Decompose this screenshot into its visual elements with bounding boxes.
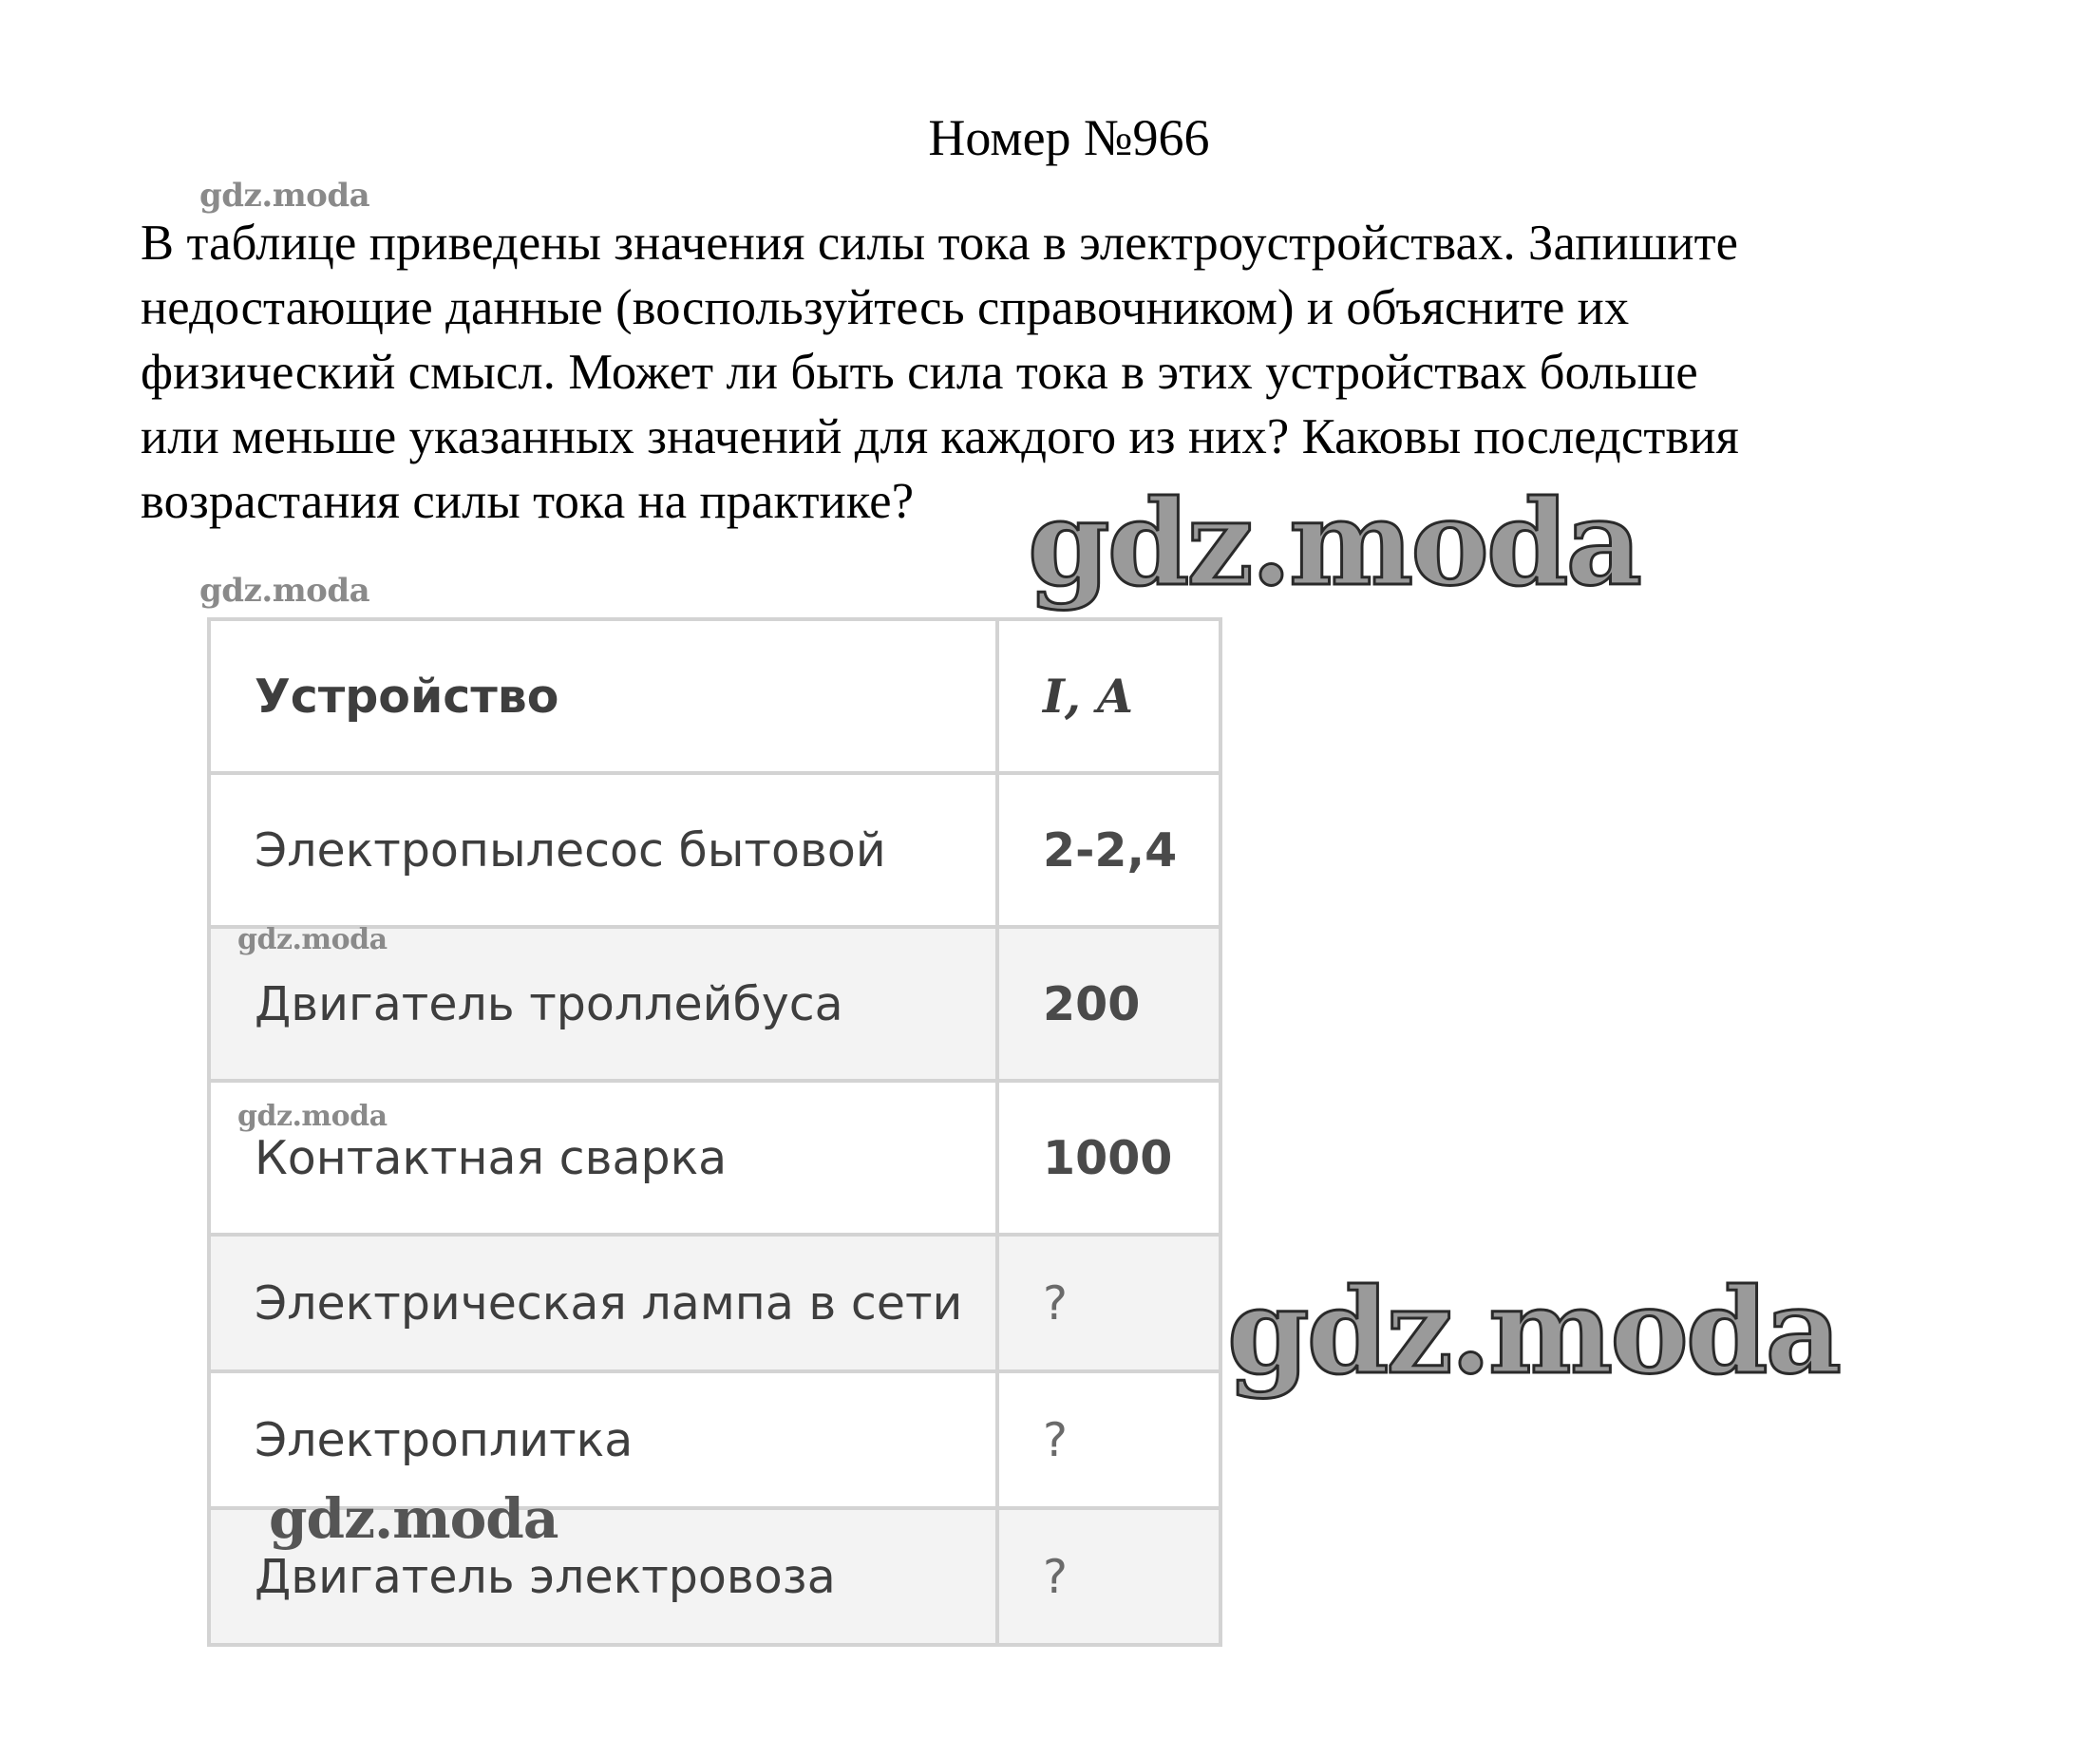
device-cell: Электроплитка [209,1371,997,1508]
device-cell: Двигатель троллейбуса [209,927,997,1081]
watermark: gdz.moda [237,923,388,956]
table-row [209,773,1220,927]
device-cell: Двигатель электровоза [209,1508,997,1645]
device-cell: Электропылесос бытовой [209,773,997,927]
value-cell: 200 [997,927,1220,1081]
task-line: В таблице приведены значения силы тока в электроустройствах. Запишите [141,216,1739,271]
task-line: возрастания силы тока на практике? [141,474,915,529]
watermark: gdz.moda [199,572,370,610]
value-cell: ? [997,1235,1220,1371]
watermark: gdz.moda [199,177,370,215]
header-current: I, A [997,619,1220,773]
watermark: gdz.moda [237,1100,388,1133]
value-cell: ? [997,1508,1220,1645]
watermark: gdz.moda [1028,475,1639,613]
watermark: gdz.moda [269,1486,558,1551]
device-cell: Электрическая лампа в сети [209,1235,997,1371]
header-device: Устройство [209,619,997,773]
table-row [209,1235,1220,1371]
task-line: недостающие данные (воспользуйтесь справочником) и объясните их [141,280,1630,335]
table-header-row [209,619,1220,773]
task-line: или меньше указанных значений для каждого из них? Каковы последствия [141,409,1739,464]
watermark: gdz.moda [1227,1263,1839,1401]
page-title: Номер №966 [928,109,1210,166]
value-cell: 2-2,4 [997,773,1220,927]
task-line: физический смысл. Может ли быть сила тока в этих устройствах больше [141,345,1698,400]
value-cell: ? [997,1371,1220,1508]
value-cell: 1000 [997,1081,1220,1235]
device-cell: Контактная сварка [209,1081,997,1235]
